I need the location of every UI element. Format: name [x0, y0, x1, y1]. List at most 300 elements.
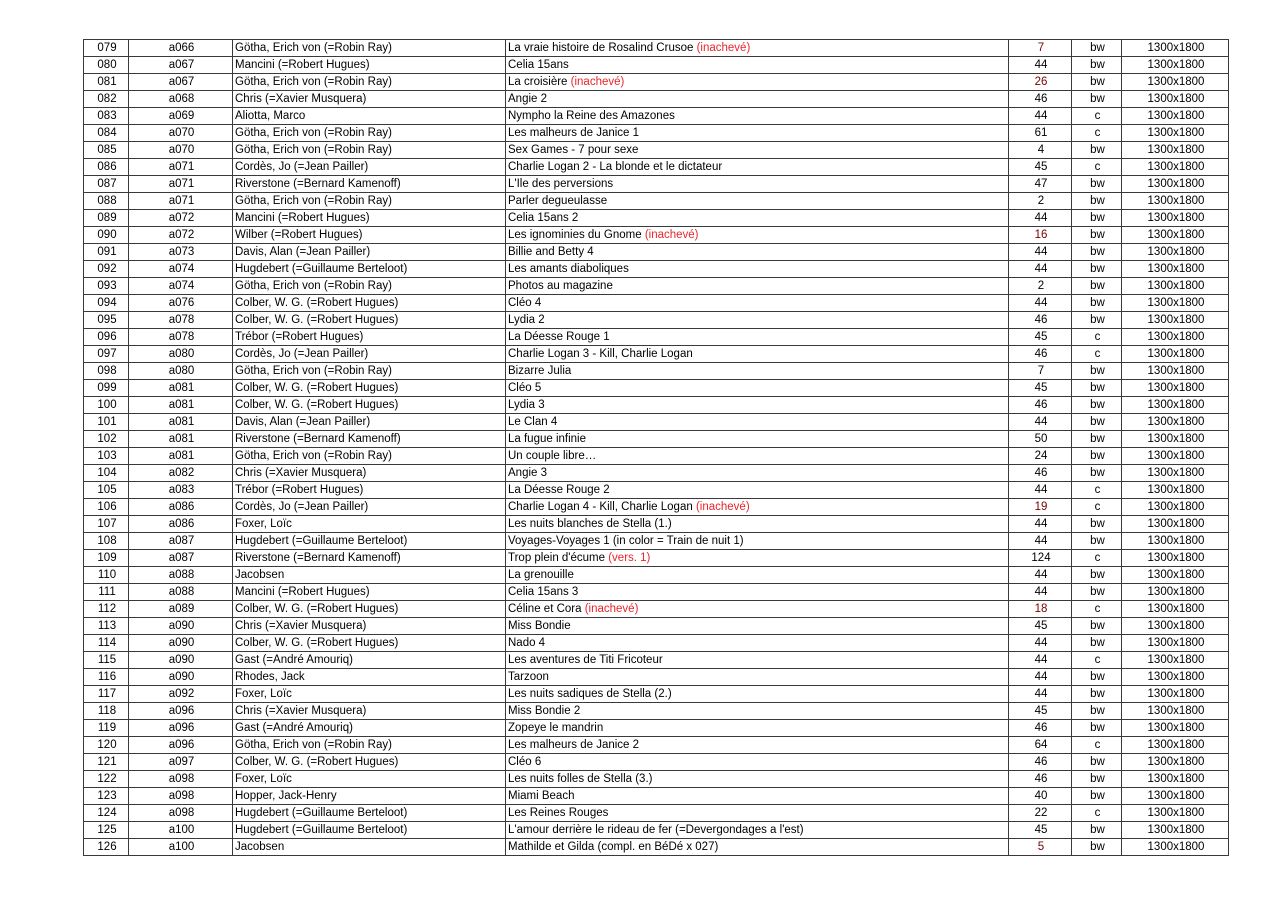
cell-title[interactable]: [506, 295, 1009, 312]
cell-colormode[interactable]: bw: [1072, 618, 1122, 635]
cell-title[interactable]: [506, 176, 1009, 193]
cell-colormode[interactable]: c: [1072, 601, 1122, 618]
cell-pages[interactable]: 44: [1009, 652, 1072, 669]
cell-size[interactable]: 1300x1800: [1122, 703, 1229, 720]
cell-size[interactable]: 1300x1800: [1122, 635, 1229, 652]
cell-size[interactable]: 1300x1800: [1122, 380, 1229, 397]
cell-size[interactable]: 1300x1800: [1122, 125, 1229, 142]
cell-author[interactable]: Foxer, Loïc: [233, 686, 506, 703]
cell-size[interactable]: 1300x1800: [1122, 40, 1229, 57]
cell-pages[interactable]: 50: [1009, 431, 1072, 448]
cell-size[interactable]: 1300x1800: [1122, 805, 1229, 822]
cell-number[interactable]: 098: [84, 363, 129, 380]
cell-author[interactable]: Götha, Erich von (=Robin Ray): [233, 74, 506, 91]
cell-pages[interactable]: 19: [1009, 499, 1072, 516]
cell-title[interactable]: [506, 74, 1009, 91]
cell-pages[interactable]: 7: [1009, 363, 1072, 380]
cell-pages[interactable]: 44: [1009, 261, 1072, 278]
cell-author[interactable]: Colber, W. G. (=Robert Hugues): [233, 295, 506, 312]
cell-title[interactable]: [506, 771, 1009, 788]
cell-reference[interactable]: a074: [129, 278, 233, 295]
cell-number[interactable]: 104: [84, 465, 129, 482]
cell-size[interactable]: 1300x1800: [1122, 414, 1229, 431]
cell-size[interactable]: 1300x1800: [1122, 108, 1229, 125]
cell-size[interactable]: 1300x1800: [1122, 482, 1229, 499]
cell-size[interactable]: 1300x1800: [1122, 193, 1229, 210]
cell-number[interactable]: 118: [84, 703, 129, 720]
cell-title[interactable]: [506, 720, 1009, 737]
cell-reference[interactable]: a088: [129, 567, 233, 584]
cell-author[interactable]: Foxer, Loïc: [233, 516, 506, 533]
cell-author[interactable]: Götha, Erich von (=Robin Ray): [233, 278, 506, 295]
cell-size[interactable]: 1300x1800: [1122, 550, 1229, 567]
cell-reference[interactable]: a087: [129, 533, 233, 550]
cell-colormode[interactable]: c: [1072, 329, 1122, 346]
cell-reference[interactable]: a073: [129, 244, 233, 261]
cell-title[interactable]: [506, 482, 1009, 499]
cell-pages[interactable]: 64: [1009, 737, 1072, 754]
cell-pages[interactable]: 46: [1009, 346, 1072, 363]
cell-title[interactable]: [506, 346, 1009, 363]
cell-title[interactable]: [506, 244, 1009, 261]
cell-author[interactable]: Cordès, Jo (=Jean Pailler): [233, 346, 506, 363]
cell-pages[interactable]: 44: [1009, 482, 1072, 499]
cell-reference[interactable]: a067: [129, 57, 233, 74]
cell-colormode[interactable]: bw: [1072, 278, 1122, 295]
cell-pages[interactable]: 46: [1009, 754, 1072, 771]
cell-pages[interactable]: 44: [1009, 108, 1072, 125]
cell-reference[interactable]: a081: [129, 397, 233, 414]
cell-number[interactable]: 086: [84, 159, 129, 176]
cell-reference[interactable]: a072: [129, 210, 233, 227]
cell-number[interactable]: 097: [84, 346, 129, 363]
cell-title[interactable]: [506, 193, 1009, 210]
cell-colormode[interactable]: bw: [1072, 448, 1122, 465]
cell-colormode[interactable]: bw: [1072, 754, 1122, 771]
cell-colormode[interactable]: bw: [1072, 380, 1122, 397]
cell-number[interactable]: 099: [84, 380, 129, 397]
cell-pages[interactable]: 44: [1009, 669, 1072, 686]
cell-title[interactable]: [506, 635, 1009, 652]
cell-colormode[interactable]: bw: [1072, 91, 1122, 108]
cell-size[interactable]: 1300x1800: [1122, 312, 1229, 329]
cell-reference[interactable]: a092: [129, 686, 233, 703]
cell-pages[interactable]: 45: [1009, 329, 1072, 346]
cell-reference[interactable]: a071: [129, 193, 233, 210]
cell-reference[interactable]: a072: [129, 227, 233, 244]
cell-author[interactable]: Hugdebert (=Guillaume Berteloot): [233, 533, 506, 550]
cell-number[interactable]: 105: [84, 482, 129, 499]
cell-pages[interactable]: 26: [1009, 74, 1072, 91]
cell-author[interactable]: Rhodes, Jack: [233, 669, 506, 686]
cell-size[interactable]: 1300x1800: [1122, 737, 1229, 754]
cell-number[interactable]: 102: [84, 431, 129, 448]
cell-reference[interactable]: a096: [129, 737, 233, 754]
cell-size[interactable]: 1300x1800: [1122, 295, 1229, 312]
cell-author[interactable]: Riverstone (=Bernard Kamenoff): [233, 176, 506, 193]
cell-pages[interactable]: 18: [1009, 601, 1072, 618]
cell-author[interactable]: Chris (=Xavier Musquera): [233, 703, 506, 720]
cell-title[interactable]: [506, 669, 1009, 686]
cell-size[interactable]: 1300x1800: [1122, 533, 1229, 550]
cell-pages[interactable]: 44: [1009, 567, 1072, 584]
cell-size[interactable]: 1300x1800: [1122, 601, 1229, 618]
cell-size[interactable]: 1300x1800: [1122, 210, 1229, 227]
cell-colormode[interactable]: bw: [1072, 431, 1122, 448]
cell-size[interactable]: 1300x1800: [1122, 584, 1229, 601]
cell-title[interactable]: [506, 788, 1009, 805]
cell-pages[interactable]: 44: [1009, 686, 1072, 703]
cell-title[interactable]: [506, 278, 1009, 295]
cell-colormode[interactable]: bw: [1072, 839, 1122, 856]
cell-author[interactable]: Trébor (=Robert Hugues): [233, 329, 506, 346]
cell-size[interactable]: 1300x1800: [1122, 771, 1229, 788]
cell-title[interactable]: [506, 686, 1009, 703]
cell-number[interactable]: 125: [84, 822, 129, 839]
cell-number[interactable]: 081: [84, 74, 129, 91]
cell-size[interactable]: 1300x1800: [1122, 244, 1229, 261]
cell-reference[interactable]: a066: [129, 40, 233, 57]
cell-pages[interactable]: 4: [1009, 142, 1072, 159]
cell-number[interactable]: 123: [84, 788, 129, 805]
cell-number[interactable]: 120: [84, 737, 129, 754]
cell-number[interactable]: 084: [84, 125, 129, 142]
cell-colormode[interactable]: bw: [1072, 567, 1122, 584]
cell-author[interactable]: Cordès, Jo (=Jean Pailler): [233, 499, 506, 516]
cell-colormode[interactable]: bw: [1072, 261, 1122, 278]
cell-pages[interactable]: 2: [1009, 193, 1072, 210]
cell-size[interactable]: 1300x1800: [1122, 74, 1229, 91]
cell-colormode[interactable]: bw: [1072, 822, 1122, 839]
cell-number[interactable]: 101: [84, 414, 129, 431]
cell-reference[interactable]: a098: [129, 771, 233, 788]
cell-author[interactable]: Chris (=Xavier Musquera): [233, 91, 506, 108]
cell-colormode[interactable]: c: [1072, 805, 1122, 822]
cell-reference[interactable]: a078: [129, 329, 233, 346]
cell-number[interactable]: 115: [84, 652, 129, 669]
cell-title[interactable]: [506, 397, 1009, 414]
cell-reference[interactable]: a090: [129, 652, 233, 669]
cell-pages[interactable]: 46: [1009, 91, 1072, 108]
cell-number[interactable]: 082: [84, 91, 129, 108]
cell-colormode[interactable]: bw: [1072, 465, 1122, 482]
cell-pages[interactable]: 5: [1009, 839, 1072, 856]
cell-pages[interactable]: 46: [1009, 720, 1072, 737]
cell-colormode[interactable]: c: [1072, 482, 1122, 499]
cell-reference[interactable]: a090: [129, 635, 233, 652]
cell-number[interactable]: 117: [84, 686, 129, 703]
cell-title[interactable]: [506, 329, 1009, 346]
cell-number[interactable]: 085: [84, 142, 129, 159]
cell-author[interactable]: Jacobsen: [233, 567, 506, 584]
cell-number[interactable]: 083: [84, 108, 129, 125]
cell-number[interactable]: 108: [84, 533, 129, 550]
cell-size[interactable]: 1300x1800: [1122, 431, 1229, 448]
cell-size[interactable]: 1300x1800: [1122, 669, 1229, 686]
cell-reference[interactable]: a096: [129, 720, 233, 737]
cell-number[interactable]: 119: [84, 720, 129, 737]
cell-colormode[interactable]: c: [1072, 108, 1122, 125]
cell-author[interactable]: Colber, W. G. (=Robert Hugues): [233, 635, 506, 652]
cell-colormode[interactable]: bw: [1072, 635, 1122, 652]
cell-reference[interactable]: a100: [129, 822, 233, 839]
cell-reference[interactable]: a070: [129, 142, 233, 159]
cell-colormode[interactable]: bw: [1072, 703, 1122, 720]
cell-size[interactable]: 1300x1800: [1122, 516, 1229, 533]
cell-size[interactable]: 1300x1800: [1122, 57, 1229, 74]
cell-size[interactable]: 1300x1800: [1122, 788, 1229, 805]
cell-reference[interactable]: a076: [129, 295, 233, 312]
cell-reference[interactable]: a090: [129, 618, 233, 635]
cell-colormode[interactable]: c: [1072, 737, 1122, 754]
cell-pages[interactable]: 44: [1009, 210, 1072, 227]
cell-pages[interactable]: 44: [1009, 584, 1072, 601]
cell-title[interactable]: [506, 567, 1009, 584]
cell-pages[interactable]: 2: [1009, 278, 1072, 295]
cell-author[interactable]: Mancini (=Robert Hugues): [233, 210, 506, 227]
cell-size[interactable]: 1300x1800: [1122, 159, 1229, 176]
cell-colormode[interactable]: bw: [1072, 363, 1122, 380]
cell-pages[interactable]: 44: [1009, 57, 1072, 74]
cell-author[interactable]: Jacobsen: [233, 839, 506, 856]
cell-reference[interactable]: a097: [129, 754, 233, 771]
cell-number[interactable]: 089: [84, 210, 129, 227]
cell-title[interactable]: [506, 839, 1009, 856]
cell-colormode[interactable]: bw: [1072, 720, 1122, 737]
cell-size[interactable]: 1300x1800: [1122, 754, 1229, 771]
cell-colormode[interactable]: bw: [1072, 295, 1122, 312]
cell-reference[interactable]: a067: [129, 74, 233, 91]
cell-number[interactable]: 096: [84, 329, 129, 346]
cell-size[interactable]: 1300x1800: [1122, 686, 1229, 703]
cell-title[interactable]: [506, 465, 1009, 482]
cell-author[interactable]: Wilber (=Robert Hugues): [233, 227, 506, 244]
cell-reference[interactable]: a071: [129, 176, 233, 193]
cell-reference[interactable]: a069: [129, 108, 233, 125]
cell-title[interactable]: [506, 108, 1009, 125]
cell-number[interactable]: 095: [84, 312, 129, 329]
cell-size[interactable]: 1300x1800: [1122, 261, 1229, 278]
cell-reference[interactable]: a098: [129, 788, 233, 805]
cell-colormode[interactable]: bw: [1072, 584, 1122, 601]
cell-colormode[interactable]: bw: [1072, 244, 1122, 261]
cell-colormode[interactable]: bw: [1072, 176, 1122, 193]
cell-reference[interactable]: a096: [129, 703, 233, 720]
cell-reference[interactable]: a089: [129, 601, 233, 618]
cell-title[interactable]: [506, 822, 1009, 839]
cell-title[interactable]: [506, 499, 1009, 516]
cell-title[interactable]: [506, 57, 1009, 74]
cell-colormode[interactable]: bw: [1072, 788, 1122, 805]
cell-size[interactable]: 1300x1800: [1122, 363, 1229, 380]
cell-number[interactable]: 088: [84, 193, 129, 210]
cell-reference[interactable]: a081: [129, 414, 233, 431]
cell-size[interactable]: 1300x1800: [1122, 499, 1229, 516]
cell-number[interactable]: 106: [84, 499, 129, 516]
cell-colormode[interactable]: c: [1072, 550, 1122, 567]
cell-colormode[interactable]: bw: [1072, 40, 1122, 57]
cell-number[interactable]: 122: [84, 771, 129, 788]
cell-reference[interactable]: a100: [129, 839, 233, 856]
cell-author[interactable]: Götha, Erich von (=Robin Ray): [233, 125, 506, 142]
cell-reference[interactable]: a080: [129, 346, 233, 363]
cell-title[interactable]: [506, 550, 1009, 567]
cell-pages[interactable]: 46: [1009, 465, 1072, 482]
cell-author[interactable]: Davis, Alan (=Jean Pailler): [233, 244, 506, 261]
cell-size[interactable]: 1300x1800: [1122, 465, 1229, 482]
cell-colormode[interactable]: bw: [1072, 210, 1122, 227]
cell-size[interactable]: 1300x1800: [1122, 652, 1229, 669]
cell-colormode[interactable]: bw: [1072, 669, 1122, 686]
cell-pages[interactable]: 44: [1009, 533, 1072, 550]
cell-author[interactable]: Hugdebert (=Guillaume Berteloot): [233, 261, 506, 278]
cell-author[interactable]: Riverstone (=Bernard Kamenoff): [233, 431, 506, 448]
cell-author[interactable]: Götha, Erich von (=Robin Ray): [233, 448, 506, 465]
cell-colormode[interactable]: bw: [1072, 516, 1122, 533]
cell-reference[interactable]: a081: [129, 431, 233, 448]
cell-size[interactable]: 1300x1800: [1122, 142, 1229, 159]
cell-number[interactable]: 079: [84, 40, 129, 57]
cell-pages[interactable]: 44: [1009, 516, 1072, 533]
cell-number[interactable]: 093: [84, 278, 129, 295]
cell-title[interactable]: [506, 363, 1009, 380]
cell-pages[interactable]: 46: [1009, 312, 1072, 329]
cell-pages[interactable]: 124: [1009, 550, 1072, 567]
cell-author[interactable]: Colber, W. G. (=Robert Hugues): [233, 754, 506, 771]
cell-author[interactable]: Chris (=Xavier Musquera): [233, 465, 506, 482]
cell-author[interactable]: Colber, W. G. (=Robert Hugues): [233, 312, 506, 329]
cell-title[interactable]: [506, 142, 1009, 159]
cell-author[interactable]: Davis, Alan (=Jean Pailler): [233, 414, 506, 431]
cell-size[interactable]: 1300x1800: [1122, 278, 1229, 295]
cell-colormode[interactable]: c: [1072, 499, 1122, 516]
cell-title[interactable]: [506, 227, 1009, 244]
cell-number[interactable]: 113: [84, 618, 129, 635]
cell-number[interactable]: 103: [84, 448, 129, 465]
cell-author[interactable]: Aliotta, Marco: [233, 108, 506, 125]
cell-author[interactable]: Hugdebert (=Guillaume Berteloot): [233, 805, 506, 822]
cell-colormode[interactable]: c: [1072, 346, 1122, 363]
cell-author[interactable]: Götha, Erich von (=Robin Ray): [233, 40, 506, 57]
cell-pages[interactable]: 7: [1009, 40, 1072, 57]
cell-title[interactable]: [506, 516, 1009, 533]
cell-number[interactable]: 111: [84, 584, 129, 601]
cell-title[interactable]: [506, 159, 1009, 176]
cell-pages[interactable]: 45: [1009, 159, 1072, 176]
cell-size[interactable]: 1300x1800: [1122, 720, 1229, 737]
cell-title[interactable]: [506, 125, 1009, 142]
cell-reference[interactable]: a078: [129, 312, 233, 329]
cell-pages[interactable]: 44: [1009, 244, 1072, 261]
cell-number[interactable]: 094: [84, 295, 129, 312]
cell-colormode[interactable]: bw: [1072, 193, 1122, 210]
cell-author[interactable]: Foxer, Loïc: [233, 771, 506, 788]
cell-number[interactable]: 087: [84, 176, 129, 193]
cell-author[interactable]: Götha, Erich von (=Robin Ray): [233, 737, 506, 754]
cell-size[interactable]: 1300x1800: [1122, 397, 1229, 414]
cell-pages[interactable]: 44: [1009, 635, 1072, 652]
cell-title[interactable]: [506, 652, 1009, 669]
cell-reference[interactable]: a098: [129, 805, 233, 822]
cell-number[interactable]: 100: [84, 397, 129, 414]
cell-author[interactable]: Colber, W. G. (=Robert Hugues): [233, 397, 506, 414]
cell-number[interactable]: 110: [84, 567, 129, 584]
cell-reference[interactable]: a074: [129, 261, 233, 278]
cell-pages[interactable]: 16: [1009, 227, 1072, 244]
cell-reference[interactable]: a070: [129, 125, 233, 142]
cell-colormode[interactable]: bw: [1072, 74, 1122, 91]
cell-colormode[interactable]: bw: [1072, 57, 1122, 74]
cell-title[interactable]: [506, 754, 1009, 771]
cell-title[interactable]: [506, 414, 1009, 431]
cell-pages[interactable]: 44: [1009, 414, 1072, 431]
cell-title[interactable]: [506, 210, 1009, 227]
cell-colormode[interactable]: bw: [1072, 414, 1122, 431]
cell-author[interactable]: Götha, Erich von (=Robin Ray): [233, 363, 506, 380]
cell-title[interactable]: [506, 312, 1009, 329]
cell-size[interactable]: 1300x1800: [1122, 346, 1229, 363]
cell-title[interactable]: [506, 40, 1009, 57]
cell-colormode[interactable]: bw: [1072, 142, 1122, 159]
cell-reference[interactable]: a081: [129, 380, 233, 397]
cell-reference[interactable]: a068: [129, 91, 233, 108]
cell-number[interactable]: 121: [84, 754, 129, 771]
cell-reference[interactable]: a081: [129, 448, 233, 465]
cell-pages[interactable]: 24: [1009, 448, 1072, 465]
cell-number[interactable]: 107: [84, 516, 129, 533]
cell-author[interactable]: Hugdebert (=Guillaume Berteloot): [233, 822, 506, 839]
cell-author[interactable]: Trébor (=Robert Hugues): [233, 482, 506, 499]
cell-number[interactable]: 090: [84, 227, 129, 244]
cell-title[interactable]: [506, 737, 1009, 754]
cell-reference[interactable]: a082: [129, 465, 233, 482]
cell-title[interactable]: [506, 703, 1009, 720]
cell-author[interactable]: Colber, W. G. (=Robert Hugues): [233, 601, 506, 618]
cell-author[interactable]: Götha, Erich von (=Robin Ray): [233, 142, 506, 159]
cell-size[interactable]: 1300x1800: [1122, 618, 1229, 635]
cell-pages[interactable]: 45: [1009, 822, 1072, 839]
cell-reference[interactable]: a086: [129, 499, 233, 516]
cell-number[interactable]: 080: [84, 57, 129, 74]
cell-title[interactable]: [506, 601, 1009, 618]
cell-title[interactable]: [506, 533, 1009, 550]
cell-pages[interactable]: 61: [1009, 125, 1072, 142]
cell-number[interactable]: 112: [84, 601, 129, 618]
cell-colormode[interactable]: bw: [1072, 312, 1122, 329]
cell-reference[interactable]: a088: [129, 584, 233, 601]
cell-size[interactable]: 1300x1800: [1122, 839, 1229, 856]
cell-number[interactable]: 109: [84, 550, 129, 567]
cell-number[interactable]: 114: [84, 635, 129, 652]
cell-size[interactable]: 1300x1800: [1122, 329, 1229, 346]
cell-author[interactable]: Chris (=Xavier Musquera): [233, 618, 506, 635]
cell-colormode[interactable]: c: [1072, 652, 1122, 669]
cell-title[interactable]: [506, 618, 1009, 635]
cell-size[interactable]: 1300x1800: [1122, 448, 1229, 465]
cell-number[interactable]: 091: [84, 244, 129, 261]
cell-author[interactable]: Riverstone (=Bernard Kamenoff): [233, 550, 506, 567]
cell-author[interactable]: Colber, W. G. (=Robert Hugues): [233, 380, 506, 397]
cell-colormode[interactable]: bw: [1072, 533, 1122, 550]
cell-pages[interactable]: 46: [1009, 397, 1072, 414]
cell-title[interactable]: [506, 584, 1009, 601]
cell-pages[interactable]: 46: [1009, 771, 1072, 788]
cell-title[interactable]: [506, 431, 1009, 448]
cell-author[interactable]: Cordès, Jo (=Jean Pailler): [233, 159, 506, 176]
cell-colormode[interactable]: bw: [1072, 771, 1122, 788]
cell-reference[interactable]: a090: [129, 669, 233, 686]
cell-size[interactable]: 1300x1800: [1122, 227, 1229, 244]
